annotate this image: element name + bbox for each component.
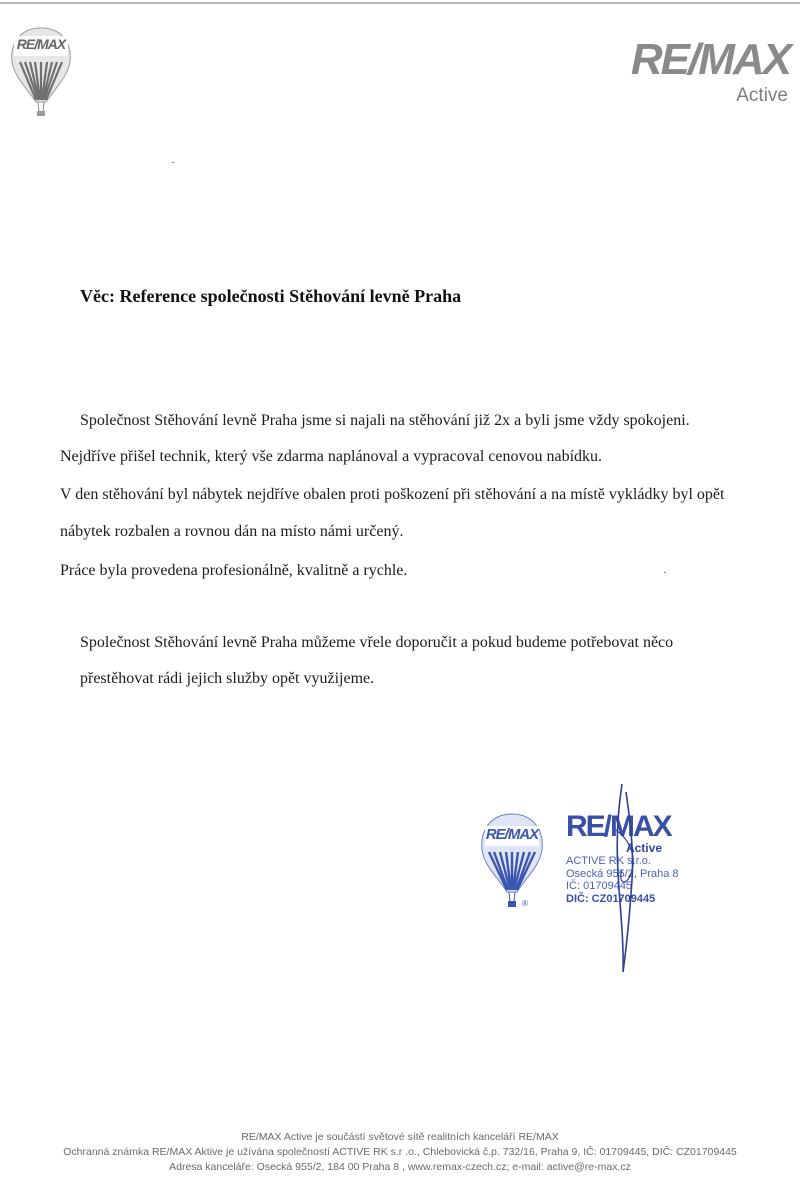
- body-line: Nejdříve přišel technik, který vše zdarma naplánoval a vypracoval cenovou nabídku.: [60, 448, 603, 465]
- footer-line-2: Ochranná známka RE/MAX Aktive je užívána společností ACTIVE RK s.r .o., Chlebovická č.p. 732/16, Praha 9, IČ: 01709445, DIČ: CZ01709445: [63, 1146, 737, 1158]
- stamp-balloon-text: RE/MAX: [485, 826, 539, 843]
- stamp-ic: IČ: 01709445: [566, 880, 633, 892]
- stamp-dic: DIČ: CZ01709445: [566, 892, 656, 905]
- scan-speck: [664, 572, 666, 573]
- brand-logo-text: RE/MAX: [630, 35, 790, 84]
- stamp-subtitle: Active: [625, 841, 662, 855]
- balloon-logo-text: RE/MAX: [16, 36, 66, 52]
- stamp-balloon-logo: [476, 808, 548, 912]
- stamp-brand: RE/MAX: [566, 810, 671, 843]
- footer-line-1: RE/MAX Active je součástí světové sítě realitních kanceláří RE/MAX: [241, 1131, 559, 1143]
- body-line: přestěhovat rádi jejich služby opět využijeme.: [80, 670, 375, 687]
- body-line: V den stěhování byl nábytek nejdříve obalen proti poškození při stěhování a na místě vykládky byl opět: [60, 486, 725, 503]
- body-line: nábytek rozbalen a rovnou dán na místo námi určený.: [60, 523, 404, 540]
- body-line: Společnost Stěhování levně Praha jsme si najali na stěhování již 2x a byli jsme vždy spokojeni.: [80, 412, 690, 429]
- top-border-line: [0, 2, 800, 4]
- stamp-address: Osecká 955/2, Praha 8: [566, 867, 679, 880]
- letter-subject: Věc: Reference společnosti Stěhování levně Praha: [80, 286, 462, 306]
- body-line: Práce byla provedena profesionálně, kvalitně a rychle.: [60, 562, 408, 579]
- body-line: Společnost Stěhování levně Praha můžeme vřele doporučit a pokud budeme potřebovat něco: [80, 634, 674, 651]
- company-stamp: [566, 812, 706, 905]
- stamp-company: ACTIVE RK s.r.o.: [566, 855, 651, 867]
- brand-subtitle: Active: [736, 85, 788, 106]
- footer-line-3: Adresa kanceláře: Osecká 955/2, 184 00 Praha 8 , www.remax-czech.cz; e-mail: active@re-max.cz: [169, 1161, 631, 1173]
- remax-balloon-logo: [6, 22, 76, 118]
- svg-text:®: ®: [522, 899, 528, 908]
- scan-speck: [172, 162, 174, 163]
- remax-active-logo: [610, 35, 790, 114]
